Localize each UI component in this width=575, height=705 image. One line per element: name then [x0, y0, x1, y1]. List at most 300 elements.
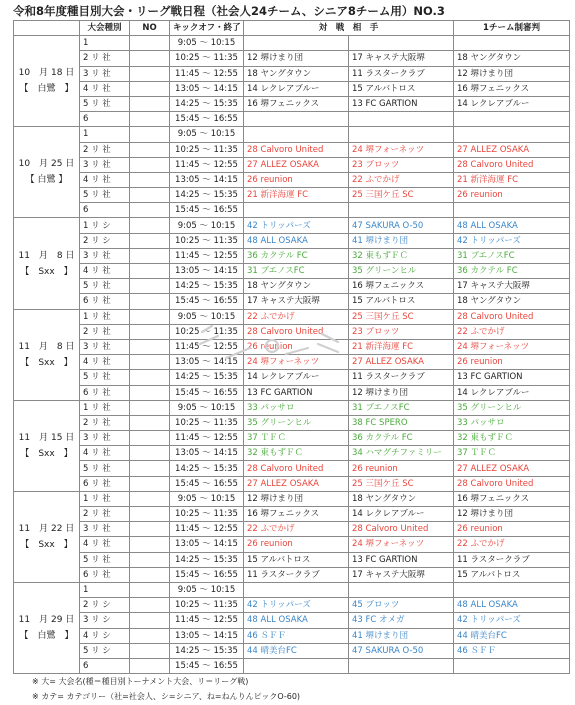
no-cell: [130, 385, 170, 400]
no-cell: [130, 66, 170, 81]
time-cell: 10:25 ～ 11:35: [170, 324, 244, 339]
category-cell: 3 リ シ: [80, 613, 130, 628]
referee-cell: 12 堺けまり団: [454, 507, 570, 522]
referee-cell: 28 Calvoro United: [454, 157, 570, 172]
schedule-row: [14, 476, 570, 491]
schedule-row: [14, 613, 570, 628]
team-away-cell: 24 堺フォーネッツ: [349, 142, 454, 157]
time-cell: 11:45 ～ 12:55: [170, 431, 244, 446]
team-away-cell: 47 SAKURA O-50: [349, 218, 454, 233]
no-cell: [130, 598, 170, 613]
team-home-cell: 22 ふでかげ: [244, 309, 349, 324]
no-cell: [130, 400, 170, 415]
category-cell: 6 リ 社: [80, 567, 130, 582]
referee-cell: [454, 582, 570, 597]
time-cell: 10:25 ～ 11:35: [170, 51, 244, 66]
no-cell: [130, 112, 170, 127]
no-cell: [130, 127, 170, 142]
time-cell: 13:05 ～ 14:15: [170, 172, 244, 187]
match-date-cell: [14, 218, 80, 309]
team-home-cell: [244, 36, 349, 51]
category-cell: 4 リ 社: [80, 172, 130, 187]
category-cell: 6: [80, 203, 130, 218]
schedule-row: [14, 461, 570, 476]
no-cell: [130, 476, 170, 491]
team-home-cell: 36 カクテル FC: [244, 248, 349, 263]
team-home-cell: 37 ＴＦＣ: [244, 431, 349, 446]
time-cell: 9:05 ～ 10:15: [170, 36, 244, 51]
team-home-cell: 16 堺フェニックス: [244, 507, 349, 522]
match-venue: 【 Sxx 】: [20, 357, 73, 368]
category-cell: 3 リ 社: [80, 248, 130, 263]
no-cell: [130, 415, 170, 430]
team-away-cell: 11 ラスタークラブ: [349, 370, 454, 385]
match-date-cell: [14, 127, 80, 218]
team-home-cell: 13 FC GARTION: [244, 385, 349, 400]
category-cell: 4 リ 社: [80, 446, 130, 461]
category-cell: 6 リ 社: [80, 476, 130, 491]
referee-cell: [454, 112, 570, 127]
team-away-cell: 12 堺けまり団: [349, 385, 454, 400]
no-cell: [130, 81, 170, 96]
no-cell: [130, 628, 170, 643]
team-away-cell: 25 三国ケ丘 SC: [349, 309, 454, 324]
category-cell: 4 リ 社: [80, 355, 130, 370]
match-venue: 【 Sxx 】: [20, 539, 73, 550]
team-away-cell: [349, 582, 454, 597]
team-home-cell: 27 ALLEZ OSAKA: [244, 157, 349, 172]
referee-cell: 28 Calvoro United: [454, 476, 570, 491]
team-home-cell: [244, 582, 349, 597]
no-cell: [130, 36, 170, 51]
team-home-cell: 22 ふでかげ: [244, 522, 349, 537]
category-cell: 2 リ 社: [80, 51, 130, 66]
time-cell: 11:45 ～ 12:55: [170, 522, 244, 537]
referee-cell: 17 キャステ大阪堺: [454, 279, 570, 294]
time-cell: 14:25 ～ 15:35: [170, 643, 244, 658]
team-away-cell: [349, 127, 454, 142]
match-date-cell: [14, 400, 80, 491]
schedule-row: [14, 218, 570, 233]
schedule-row: [14, 400, 570, 415]
team-away-cell: 43 FC オメガ: [349, 613, 454, 628]
team-home-cell: 16 堺フェニックス: [244, 96, 349, 111]
no-cell: [130, 339, 170, 354]
match-date-cell: [14, 491, 80, 582]
team-home-cell: 42 トリッパーズ: [244, 598, 349, 613]
referee-cell: 18 ヤングタウン: [454, 294, 570, 309]
referee-cell: [454, 658, 570, 673]
no-cell: [130, 567, 170, 582]
team-away-cell: 28 Calvoro United: [349, 522, 454, 537]
referee-cell: 11 ラスタークラブ: [454, 552, 570, 567]
time-cell: 15:45 ～ 16:55: [170, 476, 244, 491]
team-home-cell: 14 レクレアブルー: [244, 370, 349, 385]
schedule-row: [14, 598, 570, 613]
no-cell: [130, 582, 170, 597]
team-away-cell: 15 アルバトロス: [349, 81, 454, 96]
schedule-row: [14, 157, 570, 172]
category-cell: 5 リ シ: [80, 643, 130, 658]
team-away-cell: 13 FC GARTION: [349, 96, 454, 111]
no-cell: [130, 96, 170, 111]
no-cell: [130, 248, 170, 263]
team-home-cell: 44 晴美台FC: [244, 643, 349, 658]
match-date-cell: [14, 582, 80, 673]
schedule-row: [14, 643, 570, 658]
team-home-cell: 18 ヤングタウン: [244, 66, 349, 81]
no-cell: [130, 188, 170, 203]
schedule-row: [14, 431, 570, 446]
match-date-cell: [14, 309, 80, 400]
time-cell: 10:25 ～ 11:35: [170, 233, 244, 248]
team-away-cell: 15 アルバトロス: [349, 294, 454, 309]
match-date: 11 月 15 日: [18, 432, 75, 443]
time-cell: 13:05 ～ 14:15: [170, 355, 244, 370]
team-away-cell: 45 ブロッツ: [349, 598, 454, 613]
time-cell: 15:45 ～ 16:55: [170, 294, 244, 309]
schedule-row: [14, 112, 570, 127]
referee-cell: 12 堺けまり団: [454, 66, 570, 81]
match-venue: 【 白鷺 】: [25, 175, 68, 186]
time-cell: 9:05 ～ 10:15: [170, 218, 244, 233]
team-away-cell: 21 新洋海運 FC: [349, 339, 454, 354]
schedule-row: [14, 507, 570, 522]
team-home-cell: 28 Calvoro United: [244, 461, 349, 476]
team-home-cell: 21 新洋海運 FC: [244, 188, 349, 203]
notes: [32, 674, 300, 704]
time-cell: 10:25 ～ 11:35: [170, 507, 244, 522]
category-cell: 3 リ 社: [80, 431, 130, 446]
schedule-row: [14, 233, 570, 248]
team-home-cell: 12 堺けまり団: [244, 491, 349, 506]
schedule-row: [14, 203, 570, 218]
no-cell: [130, 461, 170, 476]
referee-cell: 13 FC GARTION: [454, 370, 570, 385]
referee-cell: 24 堺フォーネッツ: [454, 339, 570, 354]
team-home-cell: 15 アルバトロス: [244, 552, 349, 567]
schedule-table: [13, 20, 570, 674]
team-away-cell: 41 堺けまり団: [349, 233, 454, 248]
header-time: キックオフ・終了: [170, 21, 244, 36]
match-date: 10 月 25 日: [18, 159, 75, 170]
time-cell: 14:25 ～ 15:35: [170, 370, 244, 385]
category-cell: 2 リ 社: [80, 415, 130, 430]
team-home-cell: 26 reunion: [244, 172, 349, 187]
no-cell: [130, 203, 170, 218]
no-cell: [130, 142, 170, 157]
referee-cell: 27 ALLEZ OSAKA: [454, 142, 570, 157]
header-category: 大会種別: [80, 21, 130, 36]
header-referee: 1チーム制審判: [454, 21, 570, 36]
time-cell: 13:05 ～ 14:15: [170, 81, 244, 96]
schedule-row: [14, 370, 570, 385]
category-cell: 1 リ 社: [80, 309, 130, 324]
time-cell: 15:45 ～ 16:55: [170, 203, 244, 218]
time-cell: 9:05 ～ 10:15: [170, 400, 244, 415]
referee-cell: 33 パッサロ: [454, 415, 570, 430]
schedule-row: [14, 51, 570, 66]
header-blank: [14, 21, 80, 36]
category-cell: 4 リ 社: [80, 81, 130, 96]
category-cell: 3 リ 社: [80, 339, 130, 354]
time-cell: 15:45 ～ 16:55: [170, 112, 244, 127]
referee-cell: 16 堺フェニックス: [454, 81, 570, 96]
time-cell: 14:25 ～ 15:35: [170, 461, 244, 476]
referee-cell: 31 ブエノスFC: [454, 248, 570, 263]
schedule-row: [14, 491, 570, 506]
no-cell: [130, 218, 170, 233]
category-cell: 1: [80, 127, 130, 142]
team-home-cell: 14 レクレアブルー: [244, 81, 349, 96]
time-cell: 14:25 ～ 15:35: [170, 96, 244, 111]
referee-cell: 26 reunion: [454, 522, 570, 537]
team-home-cell: 33 パッサロ: [244, 400, 349, 415]
schedule-row: [14, 279, 570, 294]
match-date: 11 月 22 日: [18, 523, 75, 534]
team-home-cell: 27 ALLEZ OSAKA: [244, 476, 349, 491]
time-cell: 11:45 ～ 12:55: [170, 613, 244, 628]
category-cell: 4 リ シ: [80, 628, 130, 643]
category-cell: 5 リ 社: [80, 96, 130, 111]
time-cell: 11:45 ～ 12:55: [170, 339, 244, 354]
schedule-row: [14, 567, 570, 582]
time-cell: 15:45 ～ 16:55: [170, 385, 244, 400]
no-cell: [130, 279, 170, 294]
time-cell: 9:05 ～ 10:15: [170, 127, 244, 142]
schedule-row: [14, 522, 570, 537]
team-away-cell: 22 ふでかげ: [349, 172, 454, 187]
team-home-cell: [244, 658, 349, 673]
team-away-cell: 27 ALLEZ OSAKA: [349, 355, 454, 370]
match-venue: 【 Sxx 】: [20, 448, 73, 459]
time-cell: 9:05 ～ 10:15: [170, 309, 244, 324]
schedule-row: [14, 309, 570, 324]
team-away-cell: 26 reunion: [349, 461, 454, 476]
team-away-cell: [349, 112, 454, 127]
team-home-cell: 46 ＳＦＦ: [244, 628, 349, 643]
referee-cell: 48 ALL OSAKA: [454, 218, 570, 233]
team-away-cell: 13 FC GARTION: [349, 552, 454, 567]
referee-cell: 21 新洋海運 FC: [454, 172, 570, 187]
team-home-cell: 48 ALL OSAKA: [244, 613, 349, 628]
time-cell: 15:45 ～ 16:55: [170, 567, 244, 582]
no-cell: [130, 157, 170, 172]
no-cell: [130, 264, 170, 279]
referee-cell: 36 カクテル FC: [454, 264, 570, 279]
time-cell: 14:25 ～ 15:35: [170, 552, 244, 567]
time-cell: 10:25 ～ 11:35: [170, 142, 244, 157]
time-cell: 9:05 ～ 10:15: [170, 491, 244, 506]
schedule-row: [14, 264, 570, 279]
referee-cell: 42 トリッパーズ: [454, 233, 570, 248]
team-away-cell: 23 ブロッツ: [349, 157, 454, 172]
schedule-row: [14, 248, 570, 263]
referee-cell: 22 ふでかげ: [454, 537, 570, 552]
team-home-cell: 24 堺フォーネッツ: [244, 355, 349, 370]
referee-cell: 14 レクレアブルー: [454, 96, 570, 111]
category-cell: 2 リ 社: [80, 324, 130, 339]
no-cell: [130, 522, 170, 537]
team-home-cell: 32 東もずＦＣ: [244, 446, 349, 461]
category-cell: 4 リ 社: [80, 537, 130, 552]
category-cell: 5 リ 社: [80, 552, 130, 567]
team-away-cell: [349, 203, 454, 218]
category-cell: 3 リ 社: [80, 157, 130, 172]
schedule-row: [14, 81, 570, 96]
schedule-row: [14, 537, 570, 552]
match-date: 11 月 8 日: [18, 250, 75, 261]
team-away-cell: 34 ハマグチファミリー: [349, 446, 454, 461]
team-away-cell: 32 東もずＦＣ: [349, 248, 454, 263]
category-cell: 3 リ 社: [80, 522, 130, 537]
referee-cell: 35 グリーンヒル: [454, 400, 570, 415]
referee-cell: 14 レクレアブルー: [454, 385, 570, 400]
header-opponents: 対 戦 相 手: [244, 21, 454, 36]
category-cell: 2 リ シ: [80, 233, 130, 248]
team-home-cell: 42 トリッパーズ: [244, 218, 349, 233]
referee-cell: 37 ＴＦＣ: [454, 446, 570, 461]
schedule-body: [14, 36, 570, 674]
referee-cell: 48 ALL OSAKA: [454, 598, 570, 613]
schedule-row: [14, 552, 570, 567]
schedule-row: [14, 66, 570, 81]
category-cell: 1 リ シ: [80, 218, 130, 233]
match-venue: 【 Sxx 】: [20, 266, 73, 277]
team-away-cell: 41 堺けまり団: [349, 628, 454, 643]
referee-cell: 22 ふでかげ: [454, 324, 570, 339]
category-cell: 6: [80, 658, 130, 673]
category-cell: 5 リ 社: [80, 188, 130, 203]
no-cell: [130, 172, 170, 187]
referee-cell: 26 reunion: [454, 188, 570, 203]
team-home-cell: 28 Calvoro United: [244, 142, 349, 157]
no-cell: [130, 355, 170, 370]
category-cell: 1 リ 社: [80, 491, 130, 506]
team-away-cell: 38 FC SPERO: [349, 415, 454, 430]
referee-cell: [454, 36, 570, 51]
no-cell: [130, 233, 170, 248]
no-cell: [130, 51, 170, 66]
time-cell: 13:05 ～ 14:15: [170, 628, 244, 643]
schedule-row: [14, 628, 570, 643]
time-cell: 10:25 ～ 11:35: [170, 598, 244, 613]
team-away-cell: 23 ブロッツ: [349, 324, 454, 339]
category-cell: 3 リ 社: [80, 66, 130, 81]
team-home-cell: 12 堺けまり団: [244, 51, 349, 66]
schedule-row: [14, 658, 570, 673]
no-cell: [130, 537, 170, 552]
referee-cell: 18 ヤングタウン: [454, 51, 570, 66]
team-home-cell: 18 ヤングタウン: [244, 279, 349, 294]
category-cell: 2 リ 社: [80, 142, 130, 157]
team-away-cell: 36 カクテル FC: [349, 431, 454, 446]
team-away-cell: 11 ラスタークラブ: [349, 66, 454, 81]
schedule-row: [14, 355, 570, 370]
team-home-cell: 48 ALL OSAKA: [244, 233, 349, 248]
team-home-cell: 17 キャステ大阪堺: [244, 294, 349, 309]
no-cell: [130, 491, 170, 506]
match-date: 11 月 8 日: [18, 341, 75, 352]
match-venue: 【 白鷺 】: [19, 631, 74, 641]
schedule-row: [14, 385, 570, 400]
no-cell: [130, 446, 170, 461]
referee-cell: 27 ALLEZ OSAKA: [454, 461, 570, 476]
schedule-row: [14, 172, 570, 187]
schedule-row: [14, 36, 570, 51]
team-home-cell: [244, 127, 349, 142]
team-away-cell: 35 グリーンヒル: [349, 264, 454, 279]
team-home-cell: 11 ラスタークラブ: [244, 567, 349, 582]
referee-cell: 42 トリッパーズ: [454, 613, 570, 628]
note-2: ※ カテ= カテゴリー（社=社会人、シ=シニア、ね=ねんりんピックO-60): [32, 692, 301, 701]
match-date: 10 月 18 日: [18, 68, 75, 79]
referee-cell: 46 ＳＦＦ: [454, 643, 570, 658]
schedule-row: [14, 446, 570, 461]
schedule-row: [14, 96, 570, 111]
team-away-cell: 47 SAKURA O-50: [349, 643, 454, 658]
match-date: 11 月 29 日: [18, 615, 75, 625]
team-home-cell: 26 reunion: [244, 339, 349, 354]
team-away-cell: 16 堺フェニックス: [349, 279, 454, 294]
time-cell: 10:25 ～ 11:35: [170, 415, 244, 430]
schedule-row: [14, 324, 570, 339]
category-cell: 1 リ 社: [80, 400, 130, 415]
category-cell: 6: [80, 112, 130, 127]
no-cell: [130, 643, 170, 658]
time-cell: 11:45 ～ 12:55: [170, 66, 244, 81]
header-row: [14, 21, 570, 36]
team-home-cell: [244, 112, 349, 127]
time-cell: 11:45 ～ 12:55: [170, 157, 244, 172]
schedule-row: [14, 142, 570, 157]
time-cell: 13:05 ～ 14:15: [170, 446, 244, 461]
page-title: 令和8年度種目別大会・リーグ戦日程（社会人24チーム、シニア8チーム用）NO.3: [13, 4, 445, 18]
time-cell: 14:25 ～ 15:35: [170, 188, 244, 203]
category-cell: 5 リ 社: [80, 279, 130, 294]
team-away-cell: 18 ヤングタウン: [349, 491, 454, 506]
schedule-row: [14, 294, 570, 309]
category-cell: 1: [80, 582, 130, 597]
team-away-cell: 25 三国ケ丘 SC: [349, 476, 454, 491]
team-home-cell: 28 Calvoro United: [244, 324, 349, 339]
category-cell: 6 リ 社: [80, 294, 130, 309]
schedule-row: [14, 188, 570, 203]
category-cell: 6 リ 社: [80, 385, 130, 400]
team-home-cell: [244, 203, 349, 218]
team-home-cell: 35 グリーンヒル: [244, 415, 349, 430]
category-cell: 2 リ シ: [80, 598, 130, 613]
team-home-cell: 31 ブエノスFC: [244, 264, 349, 279]
referee-cell: 26 reunion: [454, 355, 570, 370]
match-venue: 【 白鷺 】: [19, 84, 74, 95]
time-cell: 15:45 ～ 16:55: [170, 658, 244, 673]
schedule-row: [14, 415, 570, 430]
match-date-cell: [14, 36, 80, 127]
team-home-cell: 26 reunion: [244, 537, 349, 552]
referee-cell: 28 Calvoro United: [454, 309, 570, 324]
team-away-cell: 31 ブエノスFC: [349, 400, 454, 415]
category-cell: 1: [80, 36, 130, 51]
referee-cell: [454, 127, 570, 142]
no-cell: [130, 309, 170, 324]
time-cell: 13:05 ～ 14:15: [170, 264, 244, 279]
category-cell: 5 リ 社: [80, 370, 130, 385]
header-no: NO: [130, 21, 170, 36]
schedule-row: [14, 127, 570, 142]
referee-cell: 44 晴美台FC: [454, 628, 570, 643]
schedule-row: [14, 582, 570, 597]
